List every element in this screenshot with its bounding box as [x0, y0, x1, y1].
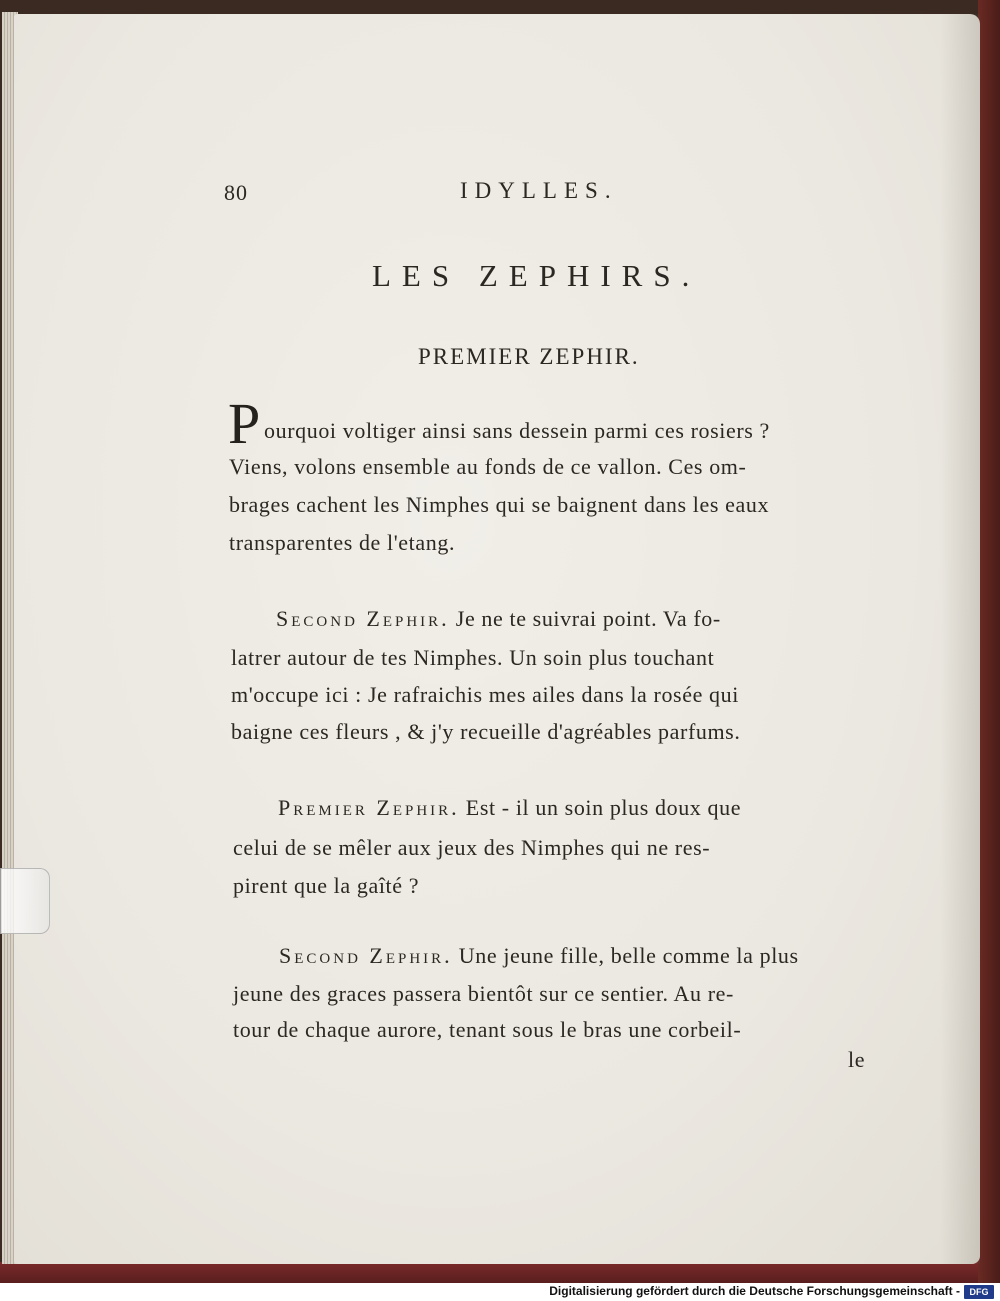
- running-head: IDYLLES.: [460, 178, 618, 203]
- funding-credit: Digitalisierung gefördert durch die Deutsche Forschungsgemeinschaft -: [549, 1284, 960, 1298]
- text-line: jeune des graces passera bientôt sur ce sentier. Au re-: [233, 981, 734, 1006]
- speech-text: Est - il un soin plus doux que: [465, 795, 742, 820]
- drop-cap: P: [228, 391, 261, 456]
- poem-title: LES ZEPHIRS.: [372, 258, 701, 293]
- speaker-name: Second Zephir.: [279, 943, 453, 968]
- text-line: baigne ces fleurs , & j'y recueille d'agréables parfums.: [231, 719, 741, 744]
- text-line: pirent que la gaîté ?: [233, 873, 420, 898]
- speaker-name: Premier Zephir.: [278, 795, 460, 820]
- dfg-logo: DFG: [964, 1285, 994, 1299]
- speaker-name: Second Zephir.: [276, 606, 450, 631]
- page-clip: [0, 868, 50, 934]
- text-line: brages cachent les Nimphes qui se baignent dans les eaux: [229, 492, 770, 517]
- page-number: 80: [224, 180, 248, 205]
- book-cover-edge: [0, 1262, 1000, 1283]
- speech-text: Une jeune fille, belle comme la plus: [458, 943, 799, 968]
- speech-line: [278, 795, 741, 821]
- text-line: celui de se mêler aux jeux des Nimphes qui ne res-: [233, 835, 711, 860]
- text-line: m'occupe ici : Je rafraichis mes ailes dans la rosée qui: [231, 682, 739, 707]
- book-spine-edge: [978, 0, 1000, 1283]
- speech-line: [279, 943, 799, 969]
- speech-line: [276, 606, 721, 632]
- digitization-credit-bar: [0, 1283, 1000, 1301]
- text-line: transparentes de l'etang.: [229, 530, 456, 555]
- catchword: le: [848, 1047, 866, 1072]
- text-line: tour de chaque aurore, tenant sous le bras une corbeil-: [233, 1017, 742, 1042]
- text-line: Viens, volons ensemble au fonds de ce vallon. Ces om-: [229, 454, 747, 479]
- text-line: latrer autour de tes Nimphes. Un soin plus touchant: [231, 645, 715, 670]
- text-line: ourquoi voltiger ainsi sans dessein parmi ces rosiers ?: [264, 418, 770, 443]
- section-heading: PREMIER ZEPHIR.: [418, 344, 640, 369]
- page-shadow: [940, 14, 980, 1264]
- speech-text: Je ne te suivrai point. Va fo-: [455, 606, 721, 631]
